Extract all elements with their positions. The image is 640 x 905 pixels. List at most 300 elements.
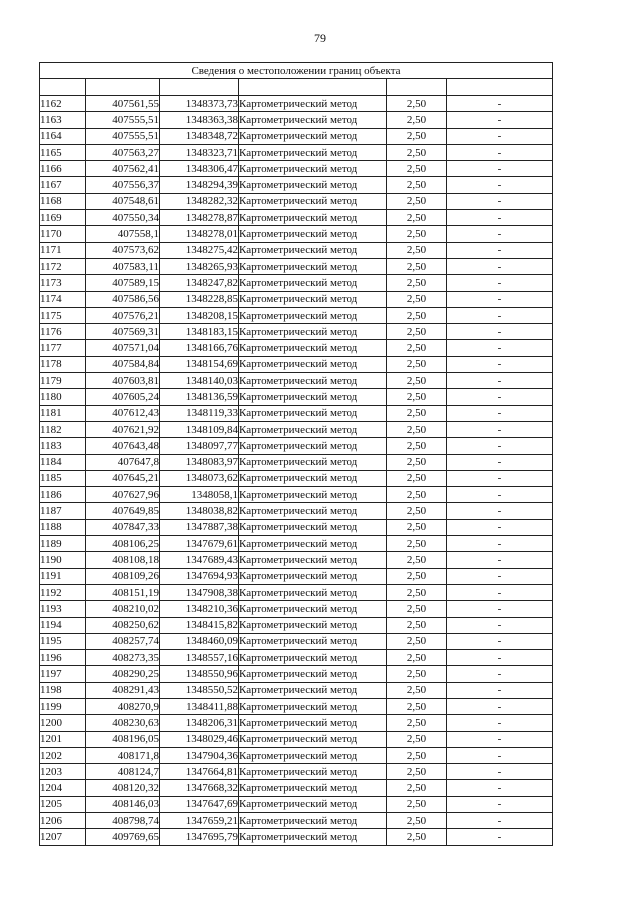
y-coordinate: 1348557,16 [160,650,239,666]
x-coordinate: 407558,1 [86,226,160,242]
precision-cell: 2,50 [387,764,447,780]
method-cell: Картометрический метод [239,470,387,486]
method-cell: Картометрический метод [239,275,387,291]
x-coordinate: 408798,74 [86,813,160,829]
y-coordinate: 1348550,52 [160,682,239,698]
method-cell: Картометрический метод [239,682,387,698]
description-cell: - [447,764,553,780]
point-number: 1206 [40,813,86,829]
table-row [40,389,553,405]
description-cell: - [447,405,553,421]
x-coordinate: 408290,25 [86,666,160,682]
precision-cell: 2,50 [387,715,447,731]
precision-cell: 2,50 [387,161,447,177]
precision-cell: 2,50 [387,291,447,307]
x-coordinate: 407569,31 [86,324,160,340]
point-number: 1197 [40,666,86,682]
table-row [40,552,553,568]
description-cell: - [447,356,553,372]
table-row [40,568,553,584]
description-cell: - [447,275,553,291]
description-cell: - [447,454,553,470]
method-cell: Картометрический метод [239,226,387,242]
table-row [40,487,553,503]
x-coordinate: 407649,85 [86,503,160,519]
table-row [40,307,553,323]
description-cell: - [447,258,553,274]
method-cell: Картометрический метод [239,161,387,177]
spacer-row [40,79,553,96]
table-row [40,112,553,128]
table-title: Сведения о местоположении границ объекта [40,63,553,79]
method-cell: Картометрический метод [239,601,387,617]
precision-cell: 2,50 [387,633,447,649]
method-cell: Картометрический метод [239,356,387,372]
method-cell: Картометрический метод [239,813,387,829]
y-coordinate: 1348136,59 [160,389,239,405]
table-row [40,242,553,258]
y-coordinate: 1348460,09 [160,633,239,649]
description-cell: - [447,796,553,812]
precision-cell: 2,50 [387,226,447,242]
point-number: 1195 [40,633,86,649]
table-row [40,324,553,340]
point-number: 1198 [40,682,86,698]
y-coordinate: 1347659,21 [160,813,239,829]
description-cell: - [447,617,553,633]
point-number: 1189 [40,536,86,552]
table-row [40,633,553,649]
precision-cell: 2,50 [387,307,447,323]
precision-cell: 2,50 [387,568,447,584]
table-row [40,340,553,356]
y-coordinate: 1348278,01 [160,226,239,242]
y-coordinate: 1348282,32 [160,193,239,209]
point-number: 1181 [40,405,86,421]
x-coordinate: 408270,9 [86,698,160,714]
table-row [40,373,553,389]
description-cell: - [447,324,553,340]
description-cell: - [447,633,553,649]
point-number: 1186 [40,487,86,503]
table-row [40,780,553,796]
point-number: 1165 [40,144,86,160]
precision-cell: 2,50 [387,487,447,503]
x-coordinate: 409769,65 [86,829,160,845]
table-row [40,177,553,193]
y-coordinate: 1348208,15 [160,307,239,323]
precision-cell: 2,50 [387,813,447,829]
description-cell: - [447,226,553,242]
x-coordinate: 408120,32 [86,780,160,796]
description-cell: - [447,291,553,307]
method-cell: Картометрический метод [239,666,387,682]
precision-cell: 2,50 [387,275,447,291]
point-number: 1203 [40,764,86,780]
boundary-coordinates-table [39,62,553,846]
precision-cell: 2,50 [387,389,447,405]
description-cell: - [447,144,553,160]
x-coordinate: 407605,24 [86,389,160,405]
table-row [40,144,553,160]
precision-cell: 2,50 [387,698,447,714]
table-row [40,584,553,600]
y-coordinate: 1348228,85 [160,291,239,307]
precision-cell: 2,50 [387,731,447,747]
x-coordinate: 407584,84 [86,356,160,372]
description-cell: - [447,177,553,193]
description-cell: - [447,650,553,666]
description-cell: - [447,112,553,128]
method-cell: Картометрический метод [239,144,387,160]
x-coordinate: 407550,34 [86,210,160,226]
table-row [40,193,553,209]
precision-cell: 2,50 [387,177,447,193]
table-row [40,682,553,698]
table-row [40,715,553,731]
point-number: 1207 [40,829,86,845]
x-coordinate: 408273,35 [86,650,160,666]
table-row [40,698,553,714]
x-coordinate: 407586,56 [86,291,160,307]
method-cell: Картометрический метод [239,568,387,584]
description-cell: - [447,568,553,584]
y-coordinate: 1348038,82 [160,503,239,519]
point-number: 1182 [40,421,86,437]
x-coordinate: 407603,81 [86,373,160,389]
table-row [40,421,553,437]
y-coordinate: 1347908,38 [160,584,239,600]
description-cell: - [447,698,553,714]
y-coordinate: 1347679,61 [160,536,239,552]
table-row [40,291,553,307]
x-coordinate: 407627,96 [86,487,160,503]
description-cell: - [447,601,553,617]
x-coordinate: 407556,37 [86,177,160,193]
x-coordinate: 407589,15 [86,275,160,291]
point-number: 1194 [40,617,86,633]
precision-cell: 2,50 [387,242,447,258]
description-cell: - [447,829,553,845]
x-coordinate: 407555,51 [86,128,160,144]
table-row [40,128,553,144]
point-number: 1200 [40,715,86,731]
x-coordinate: 407847,33 [86,519,160,535]
table-row [40,210,553,226]
point-number: 1166 [40,161,86,177]
y-coordinate: 1348154,69 [160,356,239,372]
method-cell: Картометрический метод [239,177,387,193]
point-number: 1184 [40,454,86,470]
table-row [40,747,553,763]
x-coordinate: 408291,43 [86,682,160,698]
table-row [40,405,553,421]
description-cell: - [447,780,553,796]
precision-cell: 2,50 [387,796,447,812]
x-coordinate: 408196,05 [86,731,160,747]
y-coordinate: 1347689,43 [160,552,239,568]
point-number: 1199 [40,698,86,714]
table-row [40,438,553,454]
method-cell: Картометрический метод [239,291,387,307]
y-coordinate: 1347695,79 [160,829,239,845]
method-cell: Картометрический метод [239,421,387,437]
y-coordinate: 1348247,82 [160,275,239,291]
method-cell: Картометрический метод [239,96,387,112]
x-coordinate: 408250,62 [86,617,160,633]
description-cell: - [447,96,553,112]
x-coordinate: 408230,63 [86,715,160,731]
table-row [40,519,553,535]
y-coordinate: 1348058,1 [160,487,239,503]
method-cell: Картометрический метод [239,258,387,274]
x-coordinate: 407647,8 [86,454,160,470]
x-coordinate: 407571,04 [86,340,160,356]
table-row [40,601,553,617]
description-cell: - [447,747,553,763]
precision-cell: 2,50 [387,584,447,600]
point-number: 1173 [40,275,86,291]
table-row [40,96,553,112]
point-number: 1192 [40,584,86,600]
method-cell: Картометрический метод [239,242,387,258]
table-row [40,454,553,470]
point-number: 1168 [40,193,86,209]
y-coordinate: 1348550,96 [160,666,239,682]
point-number: 1204 [40,780,86,796]
y-coordinate: 1348097,77 [160,438,239,454]
x-coordinate: 407548,61 [86,193,160,209]
method-cell: Картометрический метод [239,405,387,421]
description-cell: - [447,161,553,177]
precision-cell: 2,50 [387,96,447,112]
point-number: 1163 [40,112,86,128]
method-cell: Картометрический метод [239,796,387,812]
table-row [40,258,553,274]
method-cell: Картометрический метод [239,128,387,144]
method-cell: Картометрический метод [239,829,387,845]
precision-cell: 2,50 [387,210,447,226]
method-cell: Картометрический метод [239,731,387,747]
x-coordinate: 407645,21 [86,470,160,486]
precision-cell: 2,50 [387,356,447,372]
description-cell: - [447,519,553,535]
description-cell: - [447,340,553,356]
method-cell: Картометрический метод [239,324,387,340]
method-cell: Картометрический метод [239,487,387,503]
point-number: 1205 [40,796,86,812]
description-cell: - [447,438,553,454]
description-cell: - [447,536,553,552]
description-cell: - [447,487,553,503]
point-number: 1190 [40,552,86,568]
description-cell: - [447,307,553,323]
table-body [40,79,553,846]
description-cell: - [447,584,553,600]
x-coordinate: 407621,92 [86,421,160,437]
description-cell: - [447,421,553,437]
precision-cell: 2,50 [387,112,447,128]
x-coordinate: 407555,51 [86,112,160,128]
method-cell: Картометрический метод [239,503,387,519]
x-coordinate: 408257,74 [86,633,160,649]
description-cell: - [447,682,553,698]
table-row [40,650,553,666]
x-coordinate: 407562,41 [86,161,160,177]
y-coordinate: 1348083,97 [160,454,239,470]
point-number: 1196 [40,650,86,666]
x-coordinate: 408146,03 [86,796,160,812]
x-coordinate: 407643,48 [86,438,160,454]
point-number: 1162 [40,96,86,112]
point-number: 1185 [40,470,86,486]
x-coordinate: 408124,7 [86,764,160,780]
description-cell: - [447,389,553,405]
point-number: 1187 [40,503,86,519]
precision-cell: 2,50 [387,503,447,519]
precision-cell: 2,50 [387,373,447,389]
precision-cell: 2,50 [387,144,447,160]
y-coordinate: 1347664,81 [160,764,239,780]
precision-cell: 2,50 [387,193,447,209]
x-coordinate: 407612,43 [86,405,160,421]
x-coordinate: 408106,25 [86,536,160,552]
point-number: 1171 [40,242,86,258]
description-cell: - [447,210,553,226]
method-cell: Картометрический метод [239,584,387,600]
y-coordinate: 1348275,42 [160,242,239,258]
table-row [40,829,553,845]
y-coordinate: 1347694,93 [160,568,239,584]
y-coordinate: 1348294,39 [160,177,239,193]
method-cell: Картометрический метод [239,210,387,226]
y-coordinate: 1348073,62 [160,470,239,486]
description-cell: - [447,552,553,568]
precision-cell: 2,50 [387,128,447,144]
precision-cell: 2,50 [387,829,447,845]
precision-cell: 2,50 [387,324,447,340]
x-coordinate: 407576,21 [86,307,160,323]
precision-cell: 2,50 [387,340,447,356]
y-coordinate: 1348278,87 [160,210,239,226]
point-number: 1172 [40,258,86,274]
y-coordinate: 1348323,71 [160,144,239,160]
method-cell: Картометрический метод [239,438,387,454]
point-number: 1179 [40,373,86,389]
page-number: 79 [314,31,326,45]
table-row [40,617,553,633]
method-cell: Картометрический метод [239,633,387,649]
y-coordinate: 1348265,93 [160,258,239,274]
precision-cell: 2,50 [387,617,447,633]
y-coordinate: 1348109,84 [160,421,239,437]
description-cell: - [447,813,553,829]
description-cell: - [447,470,553,486]
precision-cell: 2,50 [387,519,447,535]
table-row [40,666,553,682]
x-coordinate: 408151,19 [86,584,160,600]
precision-cell: 2,50 [387,552,447,568]
table-row [40,536,553,552]
y-coordinate: 1348183,15 [160,324,239,340]
method-cell: Картометрический метод [239,454,387,470]
x-coordinate: 408108,18 [86,552,160,568]
point-number: 1169 [40,210,86,226]
y-coordinate: 1348363,38 [160,112,239,128]
method-cell: Картометрический метод [239,650,387,666]
y-coordinate: 1348373,73 [160,96,239,112]
point-number: 1188 [40,519,86,535]
precision-cell: 2,50 [387,666,447,682]
y-coordinate: 1348411,88 [160,698,239,714]
description-cell: - [447,731,553,747]
point-number: 1178 [40,356,86,372]
point-number: 1183 [40,438,86,454]
precision-cell: 2,50 [387,438,447,454]
description-cell: - [447,715,553,731]
x-coordinate: 407563,27 [86,144,160,160]
y-coordinate: 1348210,36 [160,601,239,617]
table-row [40,764,553,780]
table-row [40,470,553,486]
point-number: 1180 [40,389,86,405]
precision-cell: 2,50 [387,470,447,486]
precision-cell: 2,50 [387,536,447,552]
point-number: 1175 [40,307,86,323]
method-cell: Картометрический метод [239,193,387,209]
point-number: 1177 [40,340,86,356]
point-number: 1167 [40,177,86,193]
table-row [40,796,553,812]
method-cell: Картометрический метод [239,536,387,552]
description-cell: - [447,503,553,519]
method-cell: Картометрический метод [239,747,387,763]
table-row [40,275,553,291]
y-coordinate: 1348206,31 [160,715,239,731]
x-coordinate: 408171,8 [86,747,160,763]
precision-cell: 2,50 [387,780,447,796]
description-cell: - [447,128,553,144]
point-number: 1176 [40,324,86,340]
y-coordinate: 1348140,03 [160,373,239,389]
table-row [40,226,553,242]
point-number: 1202 [40,747,86,763]
method-cell: Картометрический метод [239,519,387,535]
method-cell: Картометрический метод [239,373,387,389]
table-row [40,356,553,372]
point-number: 1191 [40,568,86,584]
precision-cell: 2,50 [387,747,447,763]
x-coordinate: 407573,62 [86,242,160,258]
point-number: 1201 [40,731,86,747]
precision-cell: 2,50 [387,421,447,437]
point-number: 1193 [40,601,86,617]
description-cell: - [447,193,553,209]
point-number: 1164 [40,128,86,144]
precision-cell: 2,50 [387,405,447,421]
y-coordinate: 1347647,69 [160,796,239,812]
description-cell: - [447,373,553,389]
method-cell: Картометрический метод [239,552,387,568]
y-coordinate: 1348029,46 [160,731,239,747]
precision-cell: 2,50 [387,454,447,470]
precision-cell: 2,50 [387,682,447,698]
y-coordinate: 1348119,33 [160,405,239,421]
table-row [40,813,553,829]
method-cell: Картометрический метод [239,307,387,323]
precision-cell: 2,50 [387,650,447,666]
table-row [40,161,553,177]
